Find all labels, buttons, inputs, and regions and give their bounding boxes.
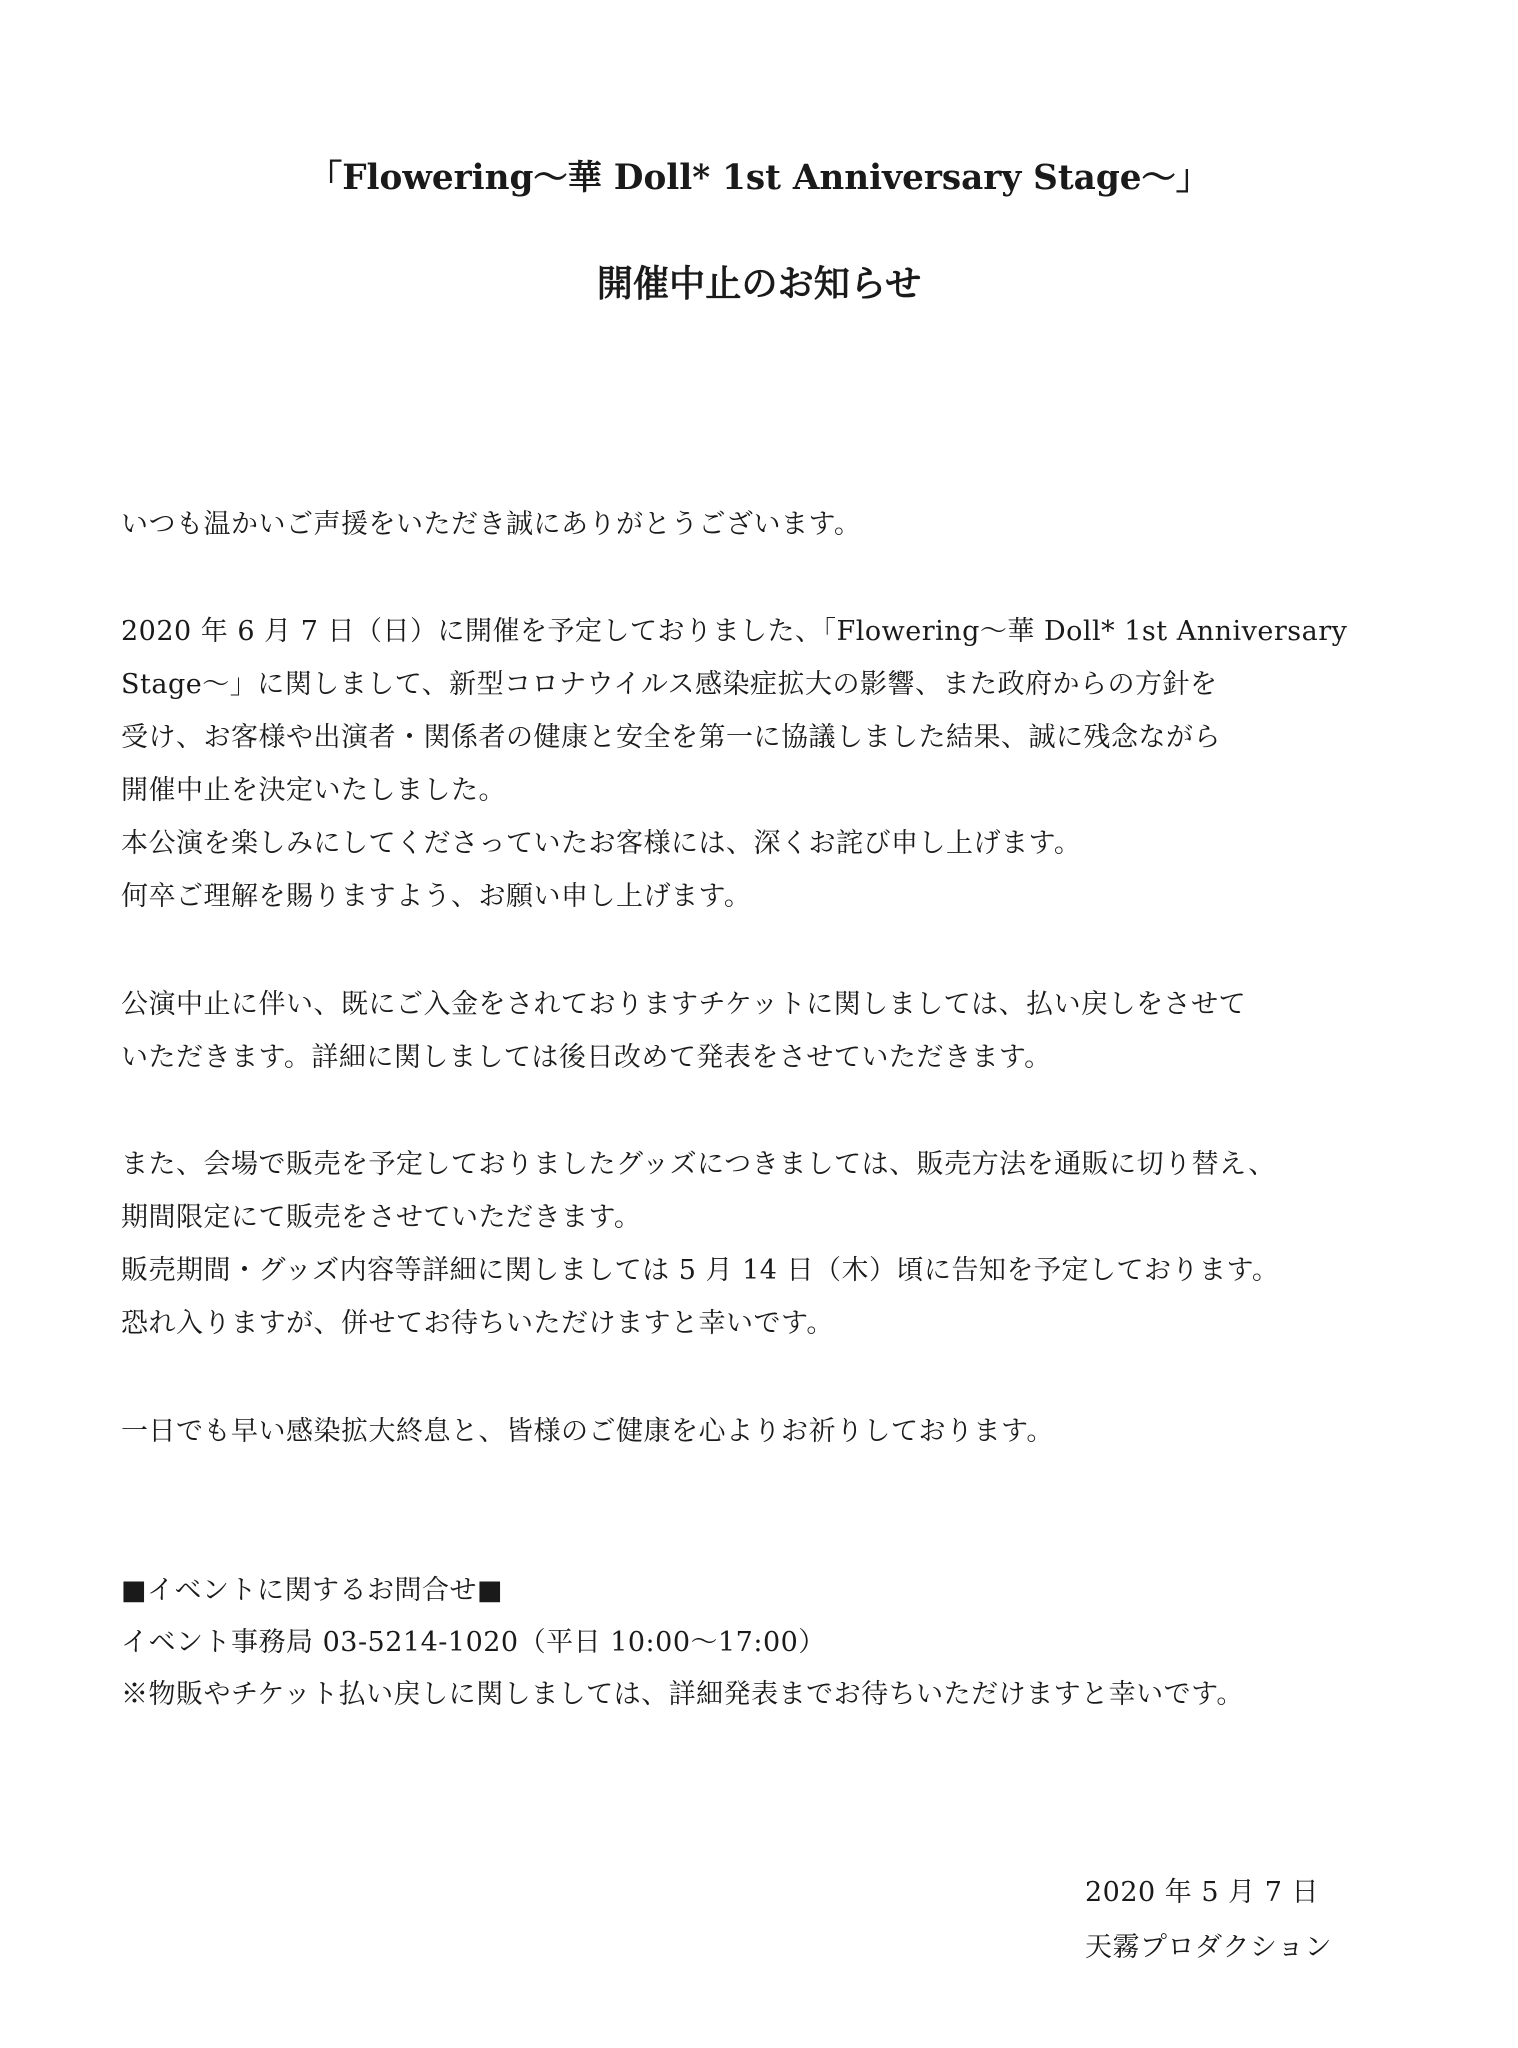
contact-note: ※物販やチケット払い戻しに関しましては、詳細発表までお待ちいただけますと幸いです。 [121,1679,1244,1710]
paragraph-line: 受け、お客様や出演者・関係者の健康と安全を第一に協議しました結果、誠に残念ながら [121,722,1221,753]
paragraph-line: 何卒ご理解を賜りますよう、お願い申し上げます。 [121,881,752,912]
paragraph-line: Stage～」に関しまして、新型コロナウイルス感染症拡大の影響、また政府からの方針を [121,669,1218,700]
paragraph-line: 開催中止を決定いたしました。 [121,775,506,806]
notice-title: 開催中止のお知らせ [596,262,922,305]
paragraph-line: 期間限定にて販売をさせていただきます。 [121,1202,642,1233]
paragraph-line: 恐れ入りますが、併せてお待ちいただけますと幸いです。 [121,1308,834,1339]
paragraph-line: 2020 年 6 月 7 日（日）に開催を予定しておりました、「Flowering～華 Doll* 1st Anniversary [121,616,1348,647]
paragraph-line: いただきます。詳細に関しましては後日改めて発表をさせていただきます。 [121,1042,1052,1073]
signature-date: 2020 年 5 月 7 日 [1085,1877,1319,1908]
closing-line: 一日でも早い感染拡大終息と、皆様のご健康を心よりお祈りしております。 [121,1416,1054,1447]
paragraph-line: 本公演を楽しみにしてくださっていたお客様には、深くお詫び申し上げます。 [121,828,1082,859]
contact-heading: ■イベントに関するお問合せ■ [121,1575,504,1606]
contact-office: イベント事務局 03-5214-1020（平日 10:00～17:00） [121,1627,826,1658]
paragraph-line: 販売期間・グッズ内容等詳細に関しましては 5 月 14 日（木）頃に告知を予定しております。 [121,1255,1280,1286]
signature-company: 天霧プロダクション [1085,1932,1332,1963]
paragraph-line: また、会場で販売を予定しておりましたグッズにつきましては、販売方法を通販に切り替え、 [121,1149,1276,1180]
event-title: 「Flowering～華 Doll* 1st Anniversary Stage～」 [308,158,1210,198]
paragraph-line: 公演中止に伴い、既にご入金をされておりますチケットに関しましては、払い戻しをさせて [121,989,1247,1020]
greeting-line: いつも温かいご声援をいただき誠にありがとうございます。 [121,509,862,540]
